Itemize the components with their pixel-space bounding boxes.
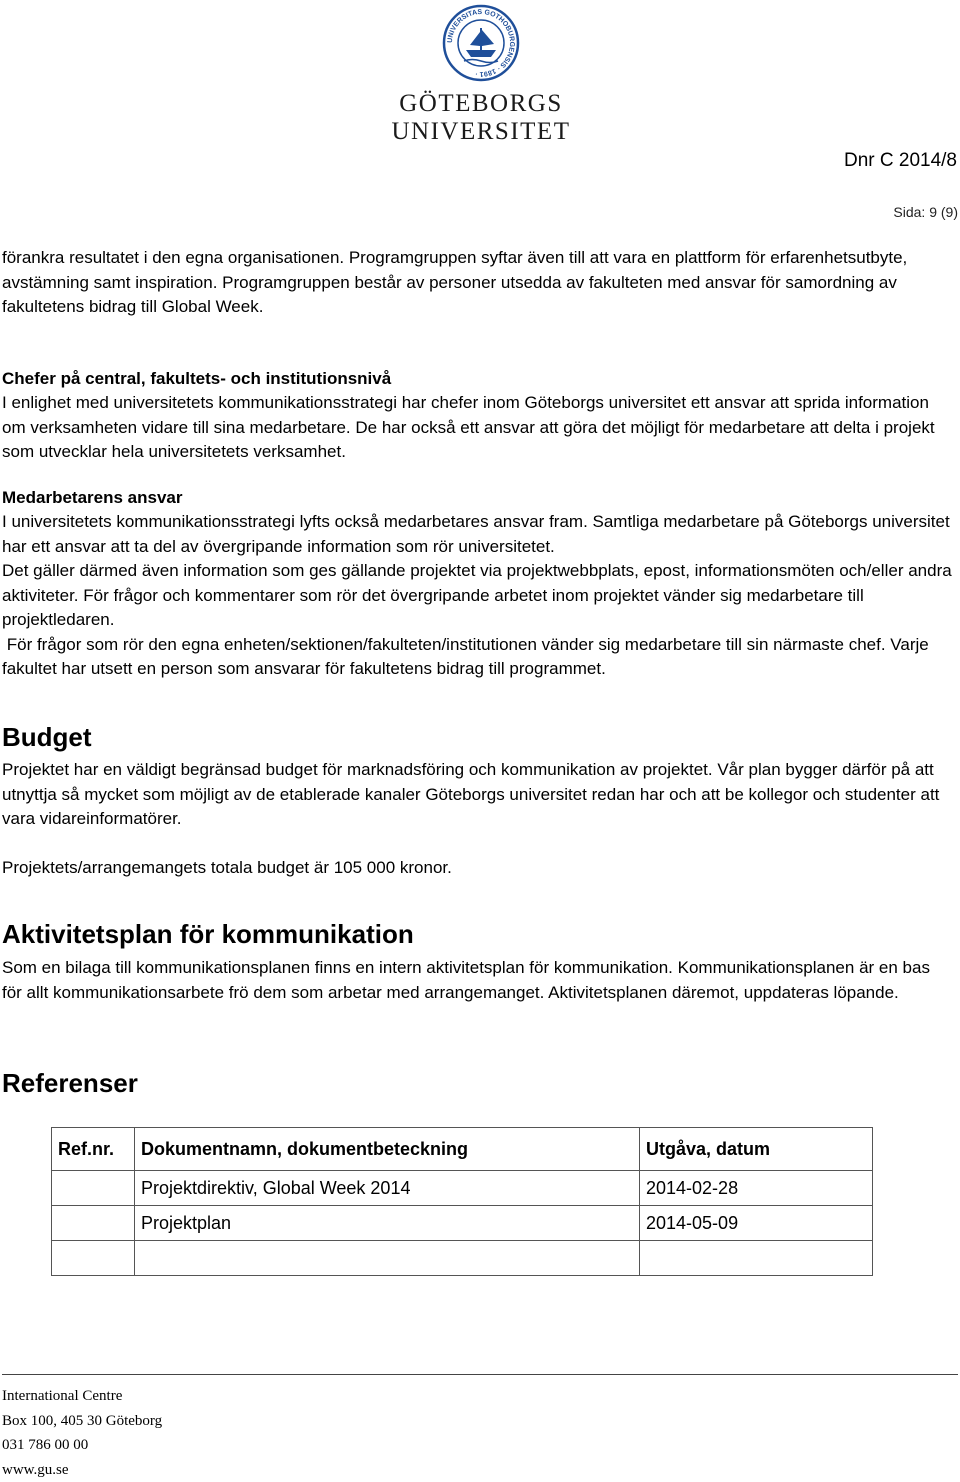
page-number: Sida: 9 (9)	[893, 204, 958, 220]
medarbetare-paragraph-3: För frågor som rör den egna enheten/sektionen/fakulteten/institutionen vänder sig medarbetare till sin närmaste chef. Varje fakultet har utsett en person som ansvarar för fakultetens bidrag till programmet.	[2, 633, 952, 682]
aktivitetsplan-heading: Aktivitetsplan för kommunikation	[2, 919, 414, 950]
medarbetare-text	[2, 510, 952, 682]
footer-phone: 031 786 00 00	[2, 1433, 162, 1458]
table-header-row	[52, 1128, 873, 1171]
chefer-paragraph: I enlighet med universitetets kommunikationsstrategi har chefer inom Göteborgs universitet ett ansvar att sprida information om verksamheten vidare till sina medarbetare. De har också ett ansvar att göra det möjligt för medarbetare att delta i projekt som utvecklar hela universitetets verksamhet.	[2, 391, 942, 465]
document-number: Dnr C 2014/8	[844, 150, 957, 172]
table-row	[52, 1241, 873, 1276]
budget-paragraph-2: Projektets/arrangemangets totala budget är 105 000 kronor.	[2, 856, 952, 881]
footer-website[interactable]: www.gu.se	[2, 1458, 162, 1482]
budget-heading: Budget	[2, 722, 92, 753]
intro-paragraph: förankra resultatet i den egna organisationen. Programgruppen syftar även till att vara en plattform för erfarenhetsutbyte, avstämning samt inspiration. Programgruppen består av personer utsedda av fakulteten med ansvar för samordning av fakultetens bidrag till Global Week.	[2, 246, 932, 320]
aktivitetsplan-paragraph: Som en bilaga till kommunikationsplanen finns en intern aktivitetsplan för kommunikation. Kommunikationsplanen är en bas för allt kommunikationsarbete frö dem som arbetar med arrangemanget. Aktivitetsplanen däremot, uppdateras löpande.	[2, 956, 947, 1005]
footer	[2, 1384, 162, 1482]
table-cell	[52, 1206, 135, 1241]
table-cell: 2014-05-09	[640, 1206, 873, 1241]
chefer-heading: Chefer på central, fakultets- och institutionsnivå	[2, 367, 952, 392]
table-cell: 2014-02-28	[640, 1171, 873, 1206]
university-seal-icon	[442, 4, 520, 82]
table-cell	[52, 1241, 135, 1276]
footer-divider	[2, 1374, 958, 1375]
seal-ring-text: UNIVERSITAS GOTHOBURGENSIS · 1891 ·	[447, 9, 515, 77]
table-cell	[135, 1241, 640, 1276]
medarbetare-heading: Medarbetarens ansvar	[2, 486, 952, 511]
column-header-edition: Utgåva, datum	[640, 1128, 873, 1171]
university-logo	[316, 4, 646, 124]
medarbetare-paragraph-1: I universitetets kommunikationsstrategi lyfts också medarbetares ansvar fram. Samtliga medarbetare på Göteborgs universitet har ett ansvar att ta del av övergripande information som rör universitetet.	[2, 510, 952, 559]
table-cell	[640, 1241, 873, 1276]
column-header-ref: Ref.nr.	[52, 1128, 135, 1171]
table-cell: Projektplan	[135, 1206, 640, 1241]
column-header-document: Dokumentnamn, dokumentbeteckning	[135, 1128, 640, 1171]
table-row	[52, 1206, 873, 1241]
university-name: GÖTEBORGS UNIVERSITET	[316, 90, 646, 146]
budget-paragraph-1: Projektet har en väldigt begränsad budget för marknadsföring och kommunikation av projektet. Vår plan bygger därför på att utnyttja så mycket som möjligt av de etablerade kanaler Göteborgs universitet redan har och att be kollegor och studenter att vara vidareinformatörer.	[2, 758, 947, 832]
footer-address: Box 100, 405 30 Göteborg	[2, 1409, 162, 1434]
table-cell	[52, 1171, 135, 1206]
referenser-heading: Referenser	[2, 1068, 138, 1099]
table-row	[52, 1171, 873, 1206]
medarbetare-paragraph-2: Det gäller därmed även information som ges gällande projektet via projektwebbplats, epost, informationsmöten och/eller andra aktiviteter. För frågor och kommentarer som rör det övergripande arbetet inom projektet vänder sig medarbetare till projektledaren.	[2, 559, 952, 633]
footer-department: International Centre	[2, 1384, 162, 1409]
references-table	[51, 1127, 873, 1276]
table-cell: Projektdirektiv, Global Week 2014	[135, 1171, 640, 1206]
